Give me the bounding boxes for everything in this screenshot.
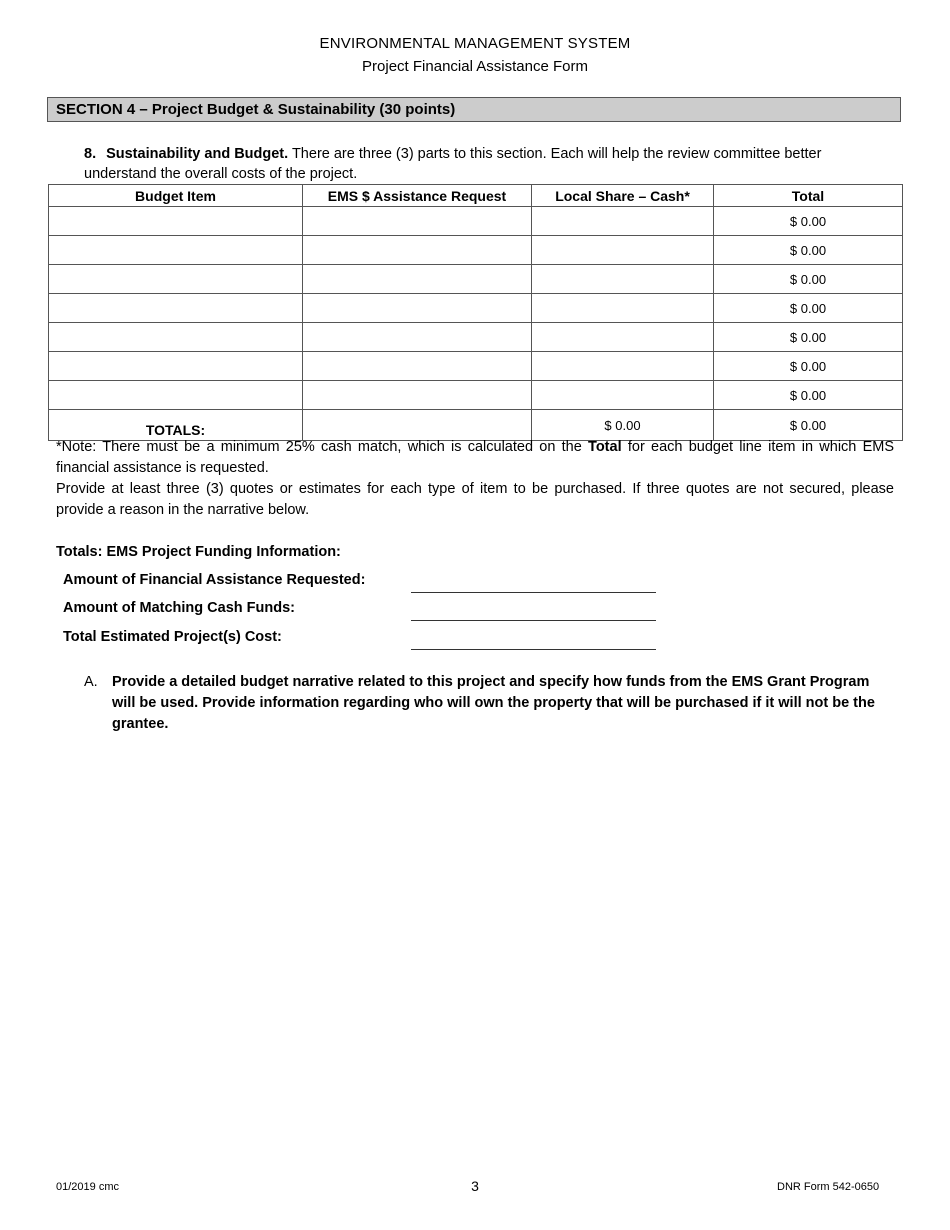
- item-letter: A.: [84, 674, 98, 690]
- budget-table-header: [49, 185, 903, 207]
- matching-amount-field[interactable]: [411, 619, 656, 621]
- question-number: 8.: [84, 146, 97, 162]
- page-number: 3: [471, 1178, 479, 1194]
- local-share-cell[interactable]: [532, 294, 714, 323]
- row-total-cell: $ 0.00: [714, 236, 903, 265]
- quotes-paragraph: Provide at least three (3) quotes or estimates for each type of item to be purchased. If three quotes are not secured, please provide a reason in the narrative below.: [56, 481, 894, 518]
- ems-request-cell[interactable]: [303, 236, 532, 265]
- section-header: SECTION 4 – Project Budget & Sustainability (30 points): [47, 97, 901, 122]
- local-share-cell[interactable]: [532, 207, 714, 236]
- ems-request-cell[interactable]: [303, 323, 532, 352]
- table-row: [49, 323, 903, 352]
- totals-grand-total: $ 0.00: [714, 410, 903, 441]
- budget-table: [48, 184, 903, 441]
- funding-info-title: Totals: EMS Project Funding Information:: [56, 544, 341, 560]
- table-row: [49, 352, 903, 381]
- row-total-cell: $ 0.00: [714, 294, 903, 323]
- item-a-text: Provide a detailed budget narrative related to this project and specify how funds from the EMS Grant Program will be used. Provide information regarding who will own the property that will be purchased if it will not be the grantee.: [112, 674, 875, 732]
- ems-request-cell[interactable]: [303, 381, 532, 410]
- local-share-cell[interactable]: [532, 323, 714, 352]
- table-row: [49, 265, 903, 294]
- row-total-cell: $ 0.00: [714, 352, 903, 381]
- ems-request-cell[interactable]: [303, 352, 532, 381]
- ems-request-cell[interactable]: [303, 294, 532, 323]
- question-8-intro: [84, 144, 894, 184]
- local-share-cell[interactable]: [532, 265, 714, 294]
- col-header-ems-request: EMS $ Assistance Request: [303, 185, 532, 207]
- table-row: [49, 381, 903, 410]
- form-org-title: ENVIRONMENTAL MANAGEMENT SYSTEM: [319, 35, 631, 52]
- budget-item-cell[interactable]: [49, 236, 303, 265]
- ems-request-cell[interactable]: [303, 265, 532, 294]
- requested-label: Amount of Financial Assistance Requested:: [63, 572, 366, 588]
- row-total-cell: $ 0.00: [714, 323, 903, 352]
- col-header-local-share: Local Share – Cash*: [532, 185, 714, 207]
- table-row: [49, 294, 903, 323]
- note-text-2: for each budget line item in which EMS financial assistance is requested.: [56, 439, 895, 476]
- budget-item-cell[interactable]: [49, 207, 303, 236]
- col-header-budget-item: Budget Item: [49, 185, 303, 207]
- local-share-cell[interactable]: [532, 236, 714, 265]
- question-heading: Sustainability and Budget.: [106, 146, 289, 162]
- totals-ems-cell: [303, 410, 532, 441]
- budget-item-cell[interactable]: [49, 294, 303, 323]
- totals-local-share: $ 0.00: [532, 410, 714, 441]
- budget-item-cell[interactable]: [49, 381, 303, 410]
- total-cost-label: Total Estimated Project(s) Cost:: [63, 629, 282, 645]
- totals-label: TOTALS:: [49, 410, 303, 441]
- table-row: [49, 207, 903, 236]
- note-paragraph: [56, 437, 894, 479]
- requested-amount-field[interactable]: [411, 591, 656, 593]
- row-total-cell: $ 0.00: [714, 381, 903, 410]
- local-share-cell[interactable]: [532, 381, 714, 410]
- local-share-cell[interactable]: [532, 352, 714, 381]
- col-header-total: Total: [714, 185, 903, 207]
- row-total-cell: $ 0.00: [714, 207, 903, 236]
- budget-item-cell[interactable]: [49, 265, 303, 294]
- table-row: [49, 236, 903, 265]
- cash-match-note: [56, 437, 894, 521]
- matching-label: Amount of Matching Cash Funds:: [63, 600, 295, 616]
- form-number: DNR Form 542-0650: [777, 1181, 880, 1193]
- footer-date: 01/2019 cmc: [56, 1181, 119, 1193]
- item-a-instructions: [84, 672, 896, 735]
- budget-item-cell[interactable]: [49, 352, 303, 381]
- row-total-cell: $ 0.00: [714, 265, 903, 294]
- total-cost-field[interactable]: [411, 648, 656, 650]
- ems-request-cell[interactable]: [303, 207, 532, 236]
- note-bold-total: Total: [588, 439, 622, 455]
- form-subtitle: Project Financial Assistance Form: [362, 58, 588, 75]
- budget-item-cell[interactable]: [49, 323, 303, 352]
- question-text: There are three (3) parts to this section. Each will help the review committee better understand the overall costs of the project.: [84, 146, 822, 182]
- totals-row: [49, 410, 903, 441]
- note-text-1: *Note: There must be a minimum 25% cash match, which is calculated on the: [56, 439, 582, 455]
